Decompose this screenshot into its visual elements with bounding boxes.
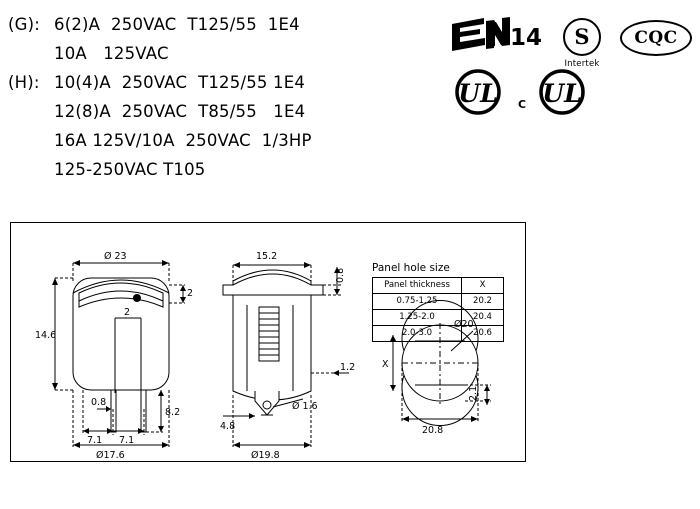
dim-side-width: 15.2 <box>256 251 278 262</box>
dim-pin-gap-right: 7.1 <box>119 435 135 446</box>
dim-hole-diameter: Ø20 <box>454 319 474 330</box>
cqc-label: CQC <box>634 28 678 48</box>
rating-line: 12(8)A 250VAC T85/55 1E4 <box>54 102 306 121</box>
table-row <box>373 310 504 326</box>
dim-pin-length: 8.2 <box>165 407 181 418</box>
rating-row <box>8 10 428 39</box>
technical-drawing-panel <box>10 222 526 462</box>
svg-text:UL: UL <box>542 79 582 108</box>
dim-hole-x: X <box>382 359 389 370</box>
dim-diameter-bottom-side: Ø19.8 <box>251 450 280 460</box>
dim-pin-gap-left: 7.1 <box>87 435 103 446</box>
cell-thickness: 1.25-2.0 <box>373 310 462 326</box>
cell-thickness: 2.0-3.0 <box>373 326 462 342</box>
cqc-icon <box>620 20 692 56</box>
rating-line: 6(2)A 250VAC T125/55 1E4 <box>54 15 300 34</box>
svg-text:14: 14 <box>510 25 543 51</box>
table-row <box>373 294 504 310</box>
rating-label-h: (H): <box>8 73 40 92</box>
dim-rocker-height: 2 <box>187 288 194 299</box>
dim-hole-width: 20.8 <box>422 425 444 436</box>
s-letter: S <box>574 24 590 50</box>
rating-row <box>8 97 428 126</box>
rating-line: 10A 125VAC <box>54 44 169 63</box>
dim-terminal-dia: Ø 1.6 <box>292 401 318 412</box>
rating-line: 125-250VAC T105 <box>54 160 206 179</box>
rating-label-g: (G): <box>8 15 41 34</box>
rating-row <box>8 39 428 68</box>
cell-x: 20.2 <box>462 294 504 310</box>
ratings-block <box>8 10 428 184</box>
certification-marks <box>438 6 696 136</box>
cqc-ellipse <box>620 20 692 56</box>
ul-marks <box>450 68 600 124</box>
s-circle <box>563 18 601 56</box>
ul-c-label: C <box>518 98 527 111</box>
ul-icon <box>450 68 600 124</box>
dim-pin-width: 2 <box>124 307 131 318</box>
dim-flat-height: 2.1 <box>468 385 479 401</box>
dim-diameter-top: Ø 23 <box>104 251 127 262</box>
cell-x: 20.4 <box>462 310 504 326</box>
rating-row <box>8 155 428 184</box>
rating-row <box>8 126 428 155</box>
header-panel-thickness: Panel thickness <box>373 278 462 294</box>
cell-x: 20.6 <box>462 326 504 342</box>
dim-top-thickness: 0.8 <box>335 267 346 283</box>
dim-diameter-bottom-front: Ø17.6 <box>96 450 125 460</box>
dim-height-left: 14.6 <box>35 330 57 341</box>
rating-line: 10(4)A 250VAC T125/55 1E4 <box>54 73 306 92</box>
table-header-row <box>373 278 504 294</box>
dim-terminal-offset: 4.8 <box>220 421 236 432</box>
table-row <box>373 326 504 342</box>
cell-thickness: 0.75-1.25 <box>373 294 462 310</box>
table-caption: Panel hole size <box>372 262 450 274</box>
header-x: X <box>462 278 504 294</box>
rating-row <box>8 68 428 97</box>
enec-icon <box>450 14 546 56</box>
dim-pin-thickness: 0.8 <box>91 397 107 408</box>
svg-text:UL: UL <box>458 79 498 108</box>
dim-bezel: 1.2 <box>340 362 356 373</box>
panel-hole-size-table <box>372 262 512 342</box>
intertek-label: Intertek <box>564 59 600 69</box>
rating-line: 16A 125V/10A 250VAC 1/3HP <box>54 131 312 150</box>
hole-size-table <box>372 277 504 342</box>
